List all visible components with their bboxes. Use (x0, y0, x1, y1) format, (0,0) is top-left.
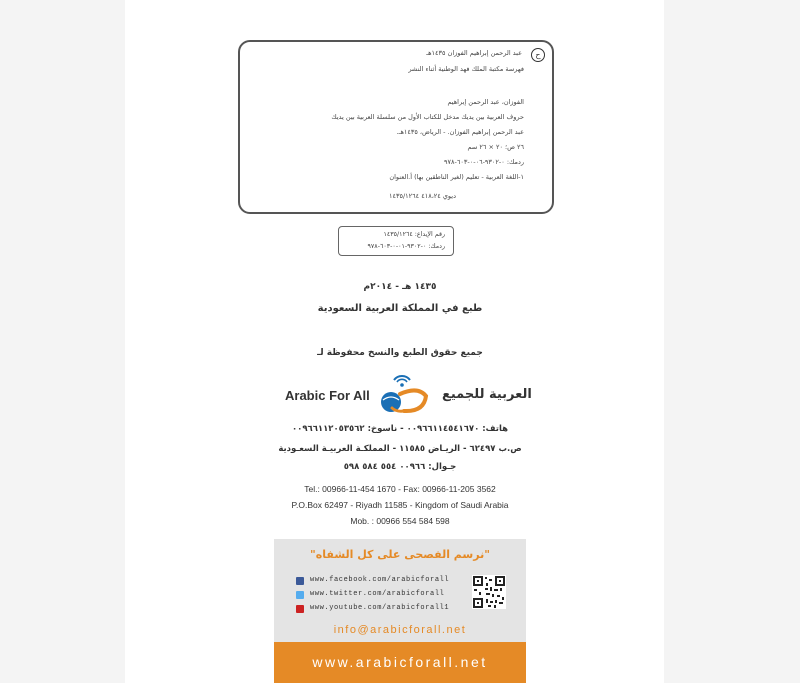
website-bar (274, 642, 526, 683)
email-address[interactable]: info@arabicforall.net (333, 624, 467, 636)
deposit-number: رقم الإيداع: ١٤٣٥/١٢٦٤ (383, 231, 445, 238)
deposit-box (338, 226, 454, 256)
contact-mobile-ar: جـوال: ٠٠٩٦٦ ٥٥٤ ٥٨٤ ٥٩٨ (343, 462, 457, 472)
catalog-line: الفوزان، عبد الرحمن إبراهيم (447, 98, 524, 106)
twitter-url[interactable]: www.twitter.com/arabicforall (310, 590, 445, 598)
facebook-icon (296, 577, 304, 585)
catalog-line: ردمك: ٠-٩٣٠٢-٠٦-٠-٦٠٣-٩٧٨ (444, 158, 524, 166)
facebook-url[interactable]: www.facebook.com/arabicforall (310, 576, 450, 584)
left-margin (0, 0, 125, 683)
catalog-line: حروف العربية بين يديك مدخل للكتاب الأول من سلسلة العربية بين يديك (331, 113, 524, 121)
contact-address-ar: ص.ب ٦٢٤٩٧ - الريـاض ١١٥٨٥ - المملكـة العربيـة السعـودية (278, 444, 522, 454)
deposit-isbn: ردمك: ٠-٩٣٠٢-٠١-٠-٦٠٣-٩٧٨ (367, 243, 445, 250)
printed-in: طبع في المملكة العربية السعودية (317, 303, 483, 314)
contact-phone-ar: هاتف: ٠٠٩٦٦١١٤٥٤١٦٧٠ - ناسوخ: ٠٠٩٦٦١١٢٠٥٣٥٦٢ (291, 424, 509, 434)
arabic-for-all-logo (374, 370, 430, 416)
facebook-link[interactable] (296, 576, 486, 588)
catalog-line: ١-اللغة العربية - تعليم (لغير الناطقين بها) أ.العنوان (389, 173, 524, 181)
catalog-line: ديوي ٤١٨،٢٤ ١٤٣٥/١٢٦٤ (389, 192, 456, 200)
contact-mobile-en: Mob. : 00966 554 584 598 (350, 516, 450, 526)
youtube-icon (296, 605, 304, 613)
catalog-line: عبد الرحمن إبراهيم الفوزان ١٤٣٥هـ (426, 49, 522, 57)
cataloging-box (238, 40, 554, 214)
youtube-url[interactable]: www.youtube.com/arabicforall1 (310, 604, 450, 612)
twitter-link[interactable] (296, 590, 486, 602)
copyright-mark: ح (531, 48, 545, 62)
youtube-link[interactable] (296, 604, 486, 616)
logo-arabic-text: العربية للجميع (442, 387, 532, 402)
catalog-line: فهرسة مكتبة الملك فهد الوطنية أثناء النشر (408, 65, 524, 73)
slogan: "نرسم الفصحى على كل الشفاه" (310, 548, 490, 561)
rights-reserved: جميع حقوق الطبع والنسخ محفوظة لـ (317, 348, 483, 358)
contact-card (274, 539, 526, 683)
website-url[interactable]: www.arabicforall.net (312, 654, 488, 670)
edition-year: ١٤٣٥ هـ - ٢٠١٤م (363, 282, 437, 292)
right-margin (664, 0, 800, 683)
twitter-icon (296, 591, 304, 599)
catalog-line: ٢٦ ص؛ ٢٠ × ٢٦ سم (467, 143, 524, 151)
logo-english-text: Arabic For All (285, 388, 370, 403)
qr-code-icon (472, 575, 506, 609)
catalog-line: عبد الرحمن إبراهيم الفوزان. - الرياض، ١٤٣٥هـ. (396, 128, 524, 136)
contact-address-en: P.O.Box 62497 - Riyadh 11585 - Kingdom of Saudi Arabia (291, 500, 509, 510)
contact-phone-en: Tel.: 00966-11-454 1670 - Fax: 00966-11-205 3562 (304, 484, 496, 494)
